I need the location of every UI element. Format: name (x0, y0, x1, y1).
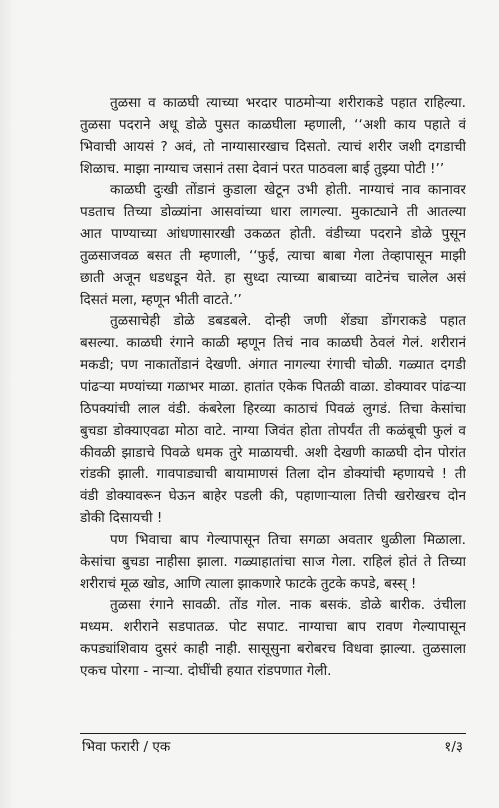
text-line: बुचडा डोक्याएवढा मोठा वाटे. नाग्या जिवंत होता तोपर्यंत ती कळंबूची फुलं व (80, 422, 466, 439)
text-line: कीवळी झाडाचे पिवळे धमक तुरे माळायची. अशी देखणी काळघी दोन पोरांत (80, 444, 466, 461)
text-line: डोकी दिसायची ! (80, 510, 163, 527)
text-line: तुळसा रंगाने सावळी. तोंड गोल. नाक बसकं. डोळे बारीक. उंचीला (110, 597, 466, 614)
text-line: भिवाची आयसं ? अवं, तो नाग्यासारखाच दिसतो. त्याचं शरीर जशी दगडाची (80, 138, 466, 155)
running-footer-title: भिवा फरारी / एक (82, 739, 171, 755)
text-line: शरीराचं मूळ खोड, आणि त्याला झाकणारे फाटके तुटके कपडे, बस्स् ! (80, 575, 417, 592)
text-line: मकडी; पण नाकातोंडानं देखणी. अंगात नागल्या रंगाची चोळी. गळ्यात दगडी (80, 357, 466, 374)
text-line: मध्यम. शरीराने सडपातळ. पोट सपाट. नाग्याचा बाप रावण गेल्यापासून (80, 619, 466, 636)
footer-divider (80, 733, 466, 734)
page-number: १/३ (444, 739, 463, 755)
text-line: केसांचा बुचडा नाहीसा झाला. गळ्याहातांचा साज गेला. राहिलं होतं ते तिच्या (80, 553, 466, 570)
text-line: बसल्या. काळघी रंगाने काळी म्हणून तिचं नाव काळघी ठेवलं गेलं. शरीरानं (80, 335, 466, 352)
text-line: रांडकी झाली. गावपाड्याची बायामाणसं तिला दोन डोक्यांची म्हणायचे ! ती (80, 466, 466, 483)
text-line: पांढऱ्या मण्यांच्या गळाभर माळा. हातांत एकेक पितळी वाळा. डोक्यावर पांढऱ्या (80, 378, 466, 395)
text-line: पडताच तिच्या डोळ्यांना आसवांच्या धारा लागल्या. मुकाट्याने ती आतल्या (80, 204, 466, 221)
text-line: तुळसाचेही डोळे डबडबले. दोन्ही जणी शेंड्या डोंगराकडे पहात (110, 313, 466, 330)
text-line: शिळाच. माझा नाग्याच जसानं तसा देवानं परत पाठवला बाई तुझ्या पोटी !’’ (80, 160, 445, 177)
text-line: कपड्यांशिवाय दुसरं काही नाही. सासूसुना बरोबरच विधवा झाल्या. तुळसाला (80, 641, 466, 658)
text-line: ठिपक्यांची लाल वंडी. कंबरेला हिरव्या काठाचं पिवळं लुगडं. तिचा केसांचा (80, 400, 466, 417)
text-line: वंडी डोक्यावरून घेऊन बाहेर पडली की, पहाणाऱ्याला तिची खरोखरच दोन (80, 488, 466, 505)
text-line: तुळसाजवळ बसत ती म्हणाली, ‘‘फुई, त्याचा बाबा गेला तेव्हापासून माझी (80, 247, 466, 264)
text-line: तुळसा व काळघी त्याच्या भरदार पाठमोऱ्या शरीराकडे पहात राहिल्या. (110, 95, 466, 111)
text-line: काळघी दुःखी तोंडानं कुडाला खेटून उभी होती. नाग्याचं नाव कानावर (110, 182, 466, 199)
text-line: छाती अजून धडधडून येते. हा सुध्दा त्याच्या बाबाच्या वाटेनंच चालेल असं (80, 269, 466, 286)
text-line: एकच पोरगा - नाऱ्या. दोघींची हयात रांडपणात गेली. (80, 662, 332, 679)
body-text (80, 93, 466, 683)
text-line: आत पाण्याच्या आंधणासारखी उकळत होती. वंडीच्या पदराने डोळे पुसून (80, 226, 466, 243)
text-line: तुळसा पदराने अधू डोळे पुसत काळघीला म्हणाली, ‘‘अशी काय पहाते वं (80, 116, 466, 133)
text-line: पण भिवाचा बाप गेल्यापासून तिचा सगळा अवतार धुळीला मिळाला. (110, 531, 466, 548)
text-line: दिसतं मला, म्हणून भीती वाटते.’’ (80, 291, 242, 308)
